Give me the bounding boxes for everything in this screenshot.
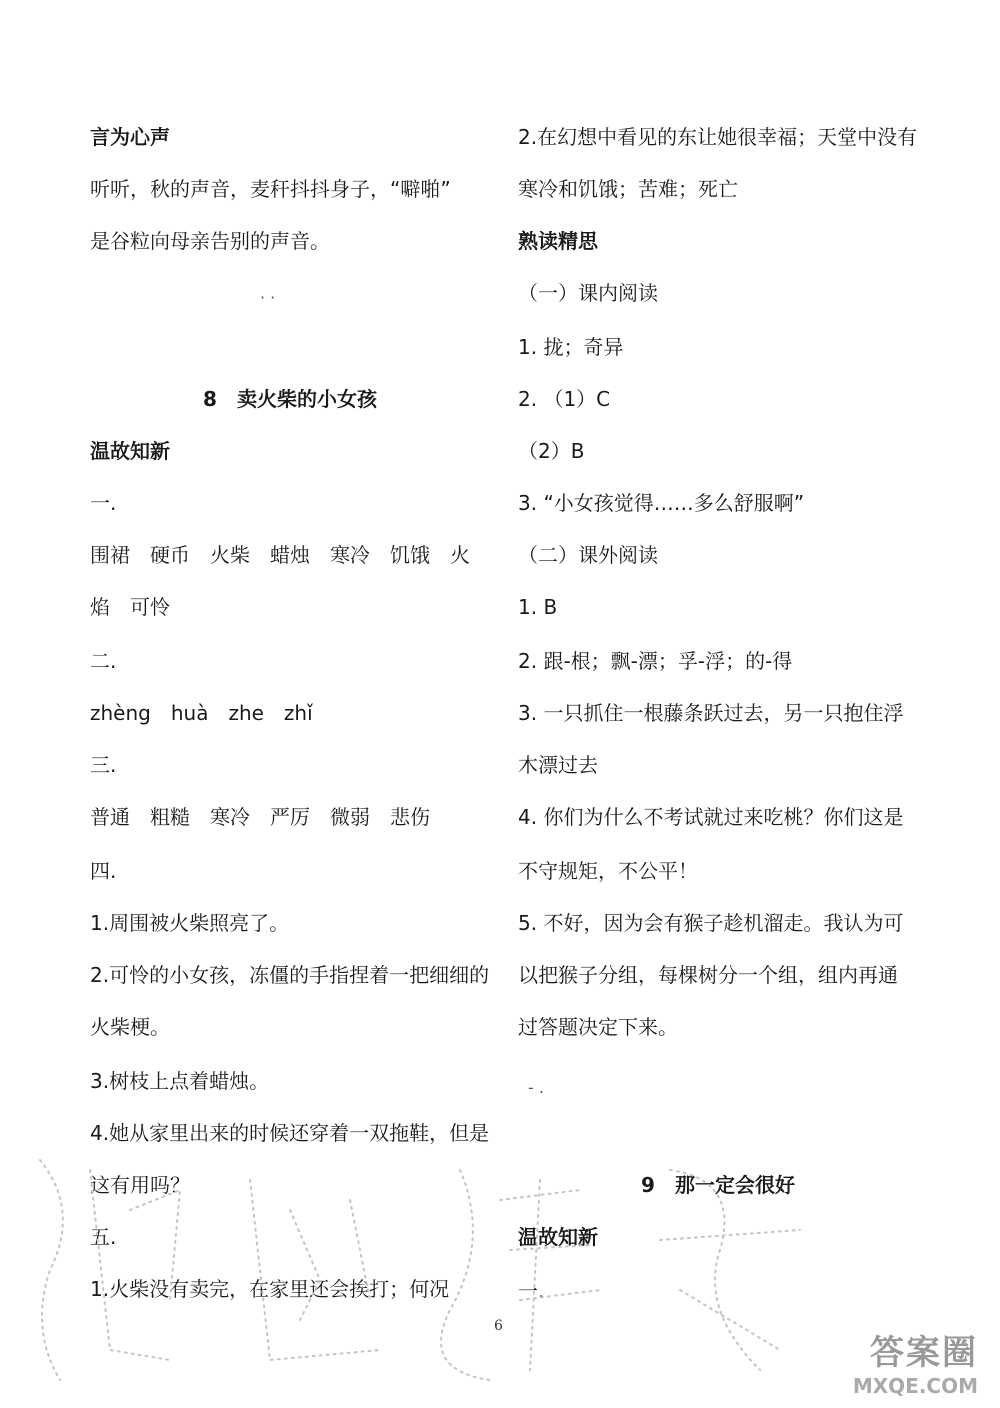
answer-line: 焰 可怜 — [90, 595, 170, 619]
pinyin-answer: zhèng huà zhe zhǐ — [90, 701, 313, 725]
part-1-label: （一）课内阅读 — [518, 281, 658, 305]
text-line: 是谷粒向母亲告别的声音。 — [90, 229, 330, 253]
answer-line: 过答题决定下来。 — [518, 1015, 678, 1039]
question-2-label: 二. — [90, 649, 117, 673]
brand-site-text: MXQE.COM — [852, 1374, 978, 1398]
answer-line: 2. 跟-根；飘-漂；孚-浮；的-得 — [518, 649, 793, 673]
answer-line: 3. 一只抓住一根藤条跃过去，另一只抱住浮 — [518, 701, 904, 725]
chapter-title-8: 8 卖火柴的小女孩 — [203, 387, 377, 411]
section-read-heading: 熟读精思 — [518, 229, 598, 253]
answer-line: 火柴梗。 — [90, 1015, 170, 1039]
chapter-title-9: 9 那一定会很好 — [641, 1173, 795, 1197]
answer-line: 2. （1）C — [518, 387, 611, 411]
stray-marks: · · — [260, 288, 276, 307]
answer-line: 3.树枝上点着蜡烛。 — [90, 1069, 270, 1093]
heading-yanweixinsheng: 言为心声 — [90, 125, 170, 149]
answer-line: 2.可怜的小女孩，冻僵的手指捏着一把细细的 — [90, 963, 490, 987]
question-5-label: 五. — [90, 1225, 117, 1249]
answer-line: 围裙 硬币 火柴 蜡烛 寒冷 饥饿 火 — [90, 543, 470, 567]
question-4-label: 四. — [90, 859, 117, 883]
section-review-heading: 温故知新 — [90, 439, 170, 463]
answer-line: 这有用吗？ — [90, 1173, 190, 1197]
stray-marks: - . — [528, 1078, 544, 1097]
answer-line: 4.她从家里出来的时候还穿着一双拖鞋，但是 — [90, 1121, 490, 1145]
answer-line: （2）B — [518, 439, 585, 463]
brand-logo-text: 答案圈 — [870, 1333, 978, 1373]
question-1-label: 一. — [90, 491, 117, 515]
answer-line: 3. “小女孩觉得……多么舒服啊” — [518, 491, 805, 515]
watermark-brand — [853, 1325, 978, 1398]
section-review-heading: 温故知新 — [518, 1225, 598, 1249]
question-3-label: 三. — [90, 753, 117, 777]
answer-line: 1. B — [518, 595, 558, 619]
answer-line: 4. 你们为什么不考试就过来吃桃？你们这是 — [518, 805, 904, 829]
page-number: 6 — [494, 1318, 503, 1334]
question-1-label: 一. — [518, 1279, 545, 1303]
answer-line: 1.火柴没有卖完，在家里还会挨打；何况 — [90, 1277, 450, 1301]
answer-line: 2.在幻想中看见的东让她很幸福；天堂中没有 — [518, 125, 918, 149]
answer-line: 5. 不好，因为会有猴子趁机溜走。我认为可 — [518, 911, 904, 935]
answer-line: 1.周围被火柴照亮了。 — [90, 911, 290, 935]
answer-line: 普通 粗糙 寒冷 严厉 微弱 悲伤 — [90, 805, 430, 829]
part-2-label: （二）课外阅读 — [518, 543, 658, 567]
text-line: 听听，秋的声音，麦秆抖抖身子，“噼啪” — [90, 177, 451, 201]
answer-line: 寒冷和饥饿；苦难；死亡 — [518, 177, 738, 201]
answer-line: 以把猴子分组，每棵树分一个组，组内再通 — [518, 963, 898, 987]
answer-line: 木漂过去 — [518, 753, 598, 777]
answer-line: 1. 拢；奇异 — [518, 335, 624, 359]
answer-line: 不守规矩，不公平！ — [518, 859, 698, 883]
